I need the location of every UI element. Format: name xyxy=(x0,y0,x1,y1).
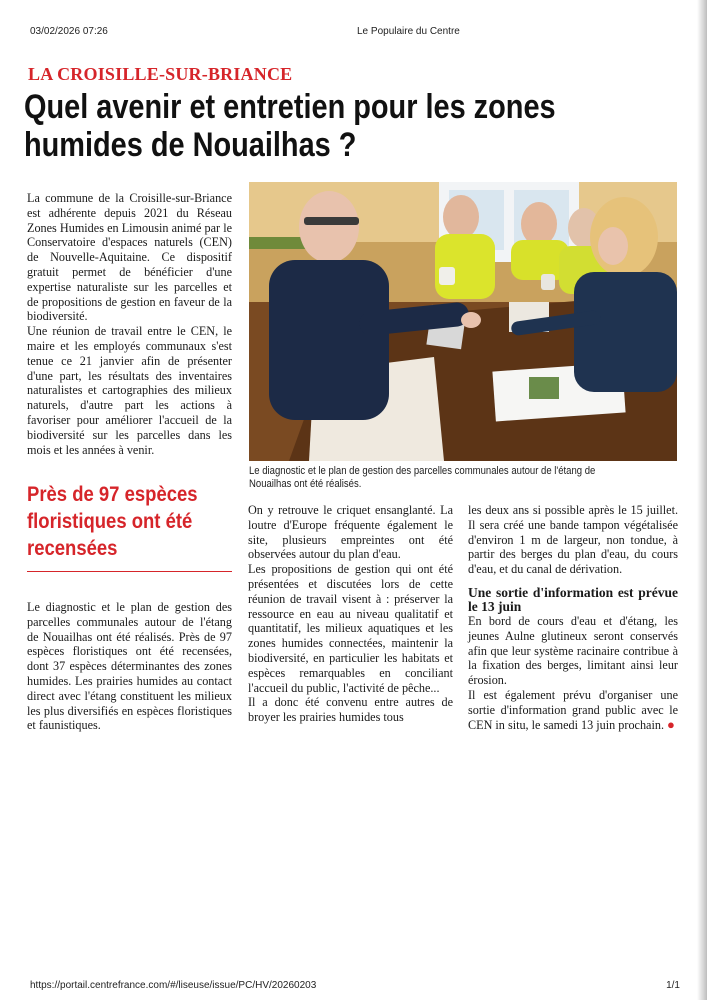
article-headline xyxy=(24,88,568,164)
column-1-paragraph: Le diagnostic et le plan de gestion des parcelles communales autour de l'étang de Nouailhas ont été réalisés. Près de 97 espèces floristiques ont été recensées, dont 37 espèces déterminantes des zones humides. Les prairies humides au contact direct avec l'étang constituent les milieux les plus diversifiés en espèces floristiques et faunistiques. xyxy=(27,600,232,733)
lead-paragraph-1: La commune de la Croisille-sur-Briance est adhérente depuis 2021 du Réseau Zones Humides en Limousin animé par le Conservatoire d'espaces naturels (CEN) de Nouvelle-Aquitaine. Ce dispositif gratuit permet de bénéficier d'une expertise naturaliste sur les parcelles et de propositions de gestion en faveur de la biodiversité. xyxy=(27,191,232,324)
photo-caption: Le diagnostic et le plan de gestion des parcelles communales autour de l'étang de Nouailhas ont été réalisés. xyxy=(249,465,596,490)
column-2-paragraph-3: Il a donc été convenu entre autres de broyer les prairies humides tous xyxy=(248,695,453,725)
lead-column xyxy=(27,191,232,457)
print-page-count: 1/1 xyxy=(666,980,680,991)
headline-line-1: Quel avenir et entretien pour les zones xyxy=(24,88,556,126)
section-subhead: Près de 97 espèces floristiques ont été recensées xyxy=(27,483,198,560)
lead-paragraph-2: Une réunion de travail entre le CEN, le maire et les employés communaux s'est tenue ce 21 janvier afin de présenter d'une part, les résultats des inventaires naturalistes et cartographies des milieux naturels, d'autre part les actions à favoriser pour améliorer l'accueil de la biodiversité sur les parcelles dans les mois et les années à venir. xyxy=(27,324,232,457)
print-url: https://portail.centrefrance.com/#/liseuse/issue/PC/HV/20260203 xyxy=(30,980,317,991)
article-end-mark: ● xyxy=(667,716,675,732)
print-header xyxy=(30,26,680,40)
article-kicker: LA CROISILLE-SUR-BRIANCE xyxy=(28,64,293,84)
print-source: Le Populaire du Centre xyxy=(357,26,460,37)
column-3-paragraph-3 xyxy=(468,688,678,732)
column-3-paragraph-3-text: Il est également prévu d'organiser une sortie d'information grand public avec le CEN in situ, le samedi 13 juin prochain. xyxy=(468,687,678,732)
print-date: 03/02/2026 07:26 xyxy=(30,26,108,37)
column-3-paragraph-1: les deux ans si possible après le 15 juillet. Il sera créé une bande tampon végétalisée d'environ 1 m de largeur, non tondue, à partir des berges du plan d'eau, du cours d'eau, et du canal de dérivation. xyxy=(468,503,678,577)
paper-edge xyxy=(697,0,707,1000)
column-1-body xyxy=(27,600,232,733)
column-3 xyxy=(468,503,678,732)
column-2-paragraph-1: On y retrouve le criquet ensanglanté. La loutre d'Europe fréquente également le site, plusieurs empreintes ont été observées autour du plan d'eau. xyxy=(248,503,453,562)
column-2 xyxy=(248,503,453,725)
meeting-photo-illustration xyxy=(249,182,677,461)
article-photo xyxy=(249,182,677,461)
subhead-divider xyxy=(27,571,232,572)
column-3-paragraph-2: En bord de cours d'eau et d'étang, les jeunes Aulne glutineux seront conservés afin que leur système racinaire contribue à la fixation des berges, limitant ainsi leur érosion. xyxy=(468,613,678,688)
print-footer xyxy=(30,980,680,994)
column-2-paragraph-2: Les propositions de gestion qui ont été présentées et discutées lors de cette réunion de travail visent à : préserver la ressource en eau au niveau qualitatif et quantitatif, les milieux aquatiques et les zones humides connectées, maintenir la biodiversité, en particulier les habitats et espèces remarquables en conciliant l'accueil du public, l'activité de pêche... xyxy=(248,562,453,695)
headline-line-2: humides de Nouailhas ? xyxy=(24,126,357,164)
inline-subhead: Une sortie d'information est prévue le 13 juin xyxy=(468,584,678,614)
